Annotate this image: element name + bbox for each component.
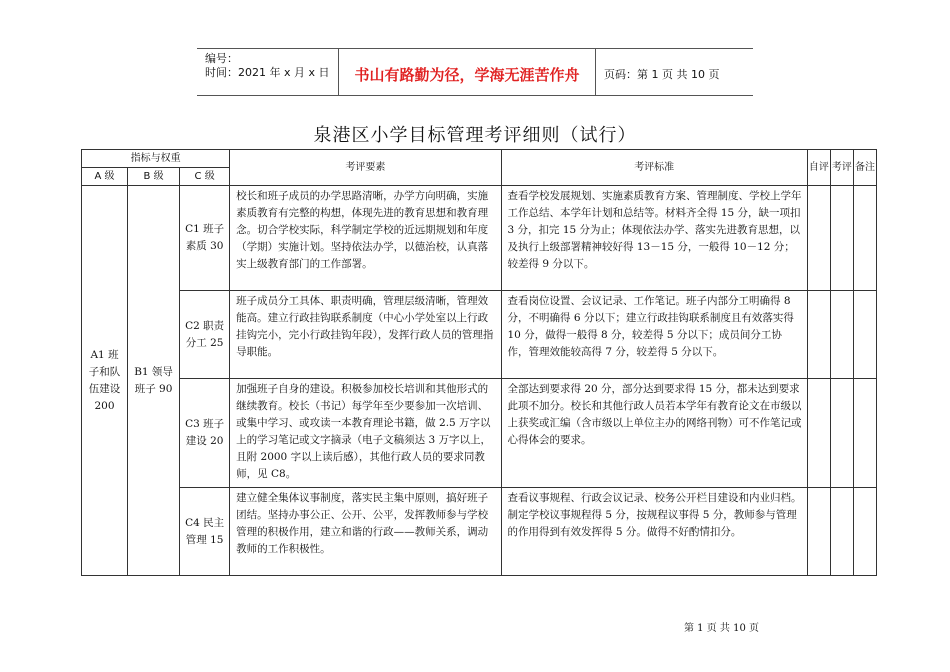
header-a-level: A 级 [82,168,128,186]
header-c-level: C 级 [180,168,230,186]
requirement-cell: 班子成员分工具体、职责明确，管理层级清晰，管理效能高。建立行政挂钩联系制度（中心小学处室以上行政挂钩完小，完小行政挂钩年段），发挥行政人员的管理指导职能。 [230,291,501,379]
header-page-label: 页码：第 1 页 共 10 页 [604,68,720,81]
note-cell [853,379,876,488]
page-footer: 第 1 页 共 10 页 [684,623,759,634]
note-cell [853,488,876,576]
page-header [197,48,753,96]
c-item: C2 职责分工 25 [180,291,230,379]
header-indicator-weight: 指标与权重 [82,150,230,168]
requirement-cell: 加强班子自身的建设。积极参加校长培训和其他形式的继续教育。校长（书记）每学年至少要参加一次培训、或集中学习、或攻读一本教育理论书籍，做 2.5 万字以上的学习笔记或文字摘录（电子文稿须达 3 万字以上，且附 2000 字以上读后感），其他行政人员的要求同教师，见 C8。 [230,379,501,488]
header-motto: 书山有路勤为径，学海无涯苦作舟 [338,49,596,95]
self-eval-cell [807,186,830,291]
header-standards: 考评标准 [501,150,807,186]
header-note: 备注 [853,150,876,186]
document-title: 泉港区小学目标管理考评细则（试行） [313,125,637,146]
requirement-cell: 建立健全集体议事制度，落实民主集中原则，搞好班子团结。坚持办事公正、公开、公平，发挥教师参与学校管理的积极作用，建立和谐的行政——教师关系，调动教师的工作积极性。 [230,488,501,576]
number-label: 编号： [205,52,238,65]
header-b-level: B 级 [128,168,180,186]
requirement-cell: 校长和班子成员的办学思路清晰，办学方向明确，实施素质教育有完整的构想，体现先进的教育思想和教育理念。切合学校实际，科学制定学校的近远期规划和年度（学期）实施计划。坚持依法办学，以德治校，认真落实上级教育部门的工作部署。 [230,186,501,291]
a-item: A1 班子和队伍建设 200 [82,186,128,576]
time-label: 时间：2021 年 x 月 x 日 [205,66,330,79]
self-eval-cell [807,379,830,488]
standard-cell: 查看议事规程、行政会议记录、校务公开栏目建设和内业归档。制定学校议事规程得 5 分，按规程议事得 5 分，教师参与管理的作用得到有效发挥得 5 分。做得不好酌情扣分。 [501,488,807,576]
standard-cell: 查看岗位设置、会议记录、工作笔记。班子内部分工明确得 8 分，不明确得 6 分以下；建立行政挂钩联系制度且有效落实得 10 分，做得一般得 8 分，较差得 5 分以下；成员间分工协作，管理效能较高得 7 分，较差得 5 分以下。 [501,291,807,379]
header-meta [197,49,338,95]
standard-cell: 查看学校发展规划、实施素质教育方案、管理制度、学校上学年工作总结、本学年计划和总结等。材料齐全得 15 分，缺一项扣 3 分，扣完 15 分为止；体现依法办学、落实先进教育思想，以及执行上级部署精神较好得 13－15 分，一般得 10－12 分；较差得 9 分以下。 [501,186,807,291]
self-eval-cell [807,291,830,379]
c-item: C4 民主管理 15 [180,488,230,576]
evaluation-table [81,149,877,576]
check-eval-cell [830,379,853,488]
note-cell [853,291,876,379]
standard-cell: 全部达到要求得 20 分，部分达到要求得 15 分，都未达到要求此项不加分。校长和其他行政人员若本学年有教育论文在市级以上获奖或汇编（含市级以上单位主办的网络刊物）可不作笔记或心得体会的要求。 [501,379,807,488]
check-eval-cell [830,291,853,379]
header-requirements: 考评要素 [230,150,501,186]
header-check-eval: 考评 [830,150,853,186]
b-item: B1 领导班子 90 [128,186,180,576]
check-eval-cell [830,488,853,576]
note-cell [853,186,876,291]
header-self-eval: 自评 [807,150,830,186]
c-item: C1 班子素质 30 [180,186,230,291]
c-item: C3 班子建设 20 [180,379,230,488]
check-eval-cell [830,186,853,291]
self-eval-cell [807,488,830,576]
